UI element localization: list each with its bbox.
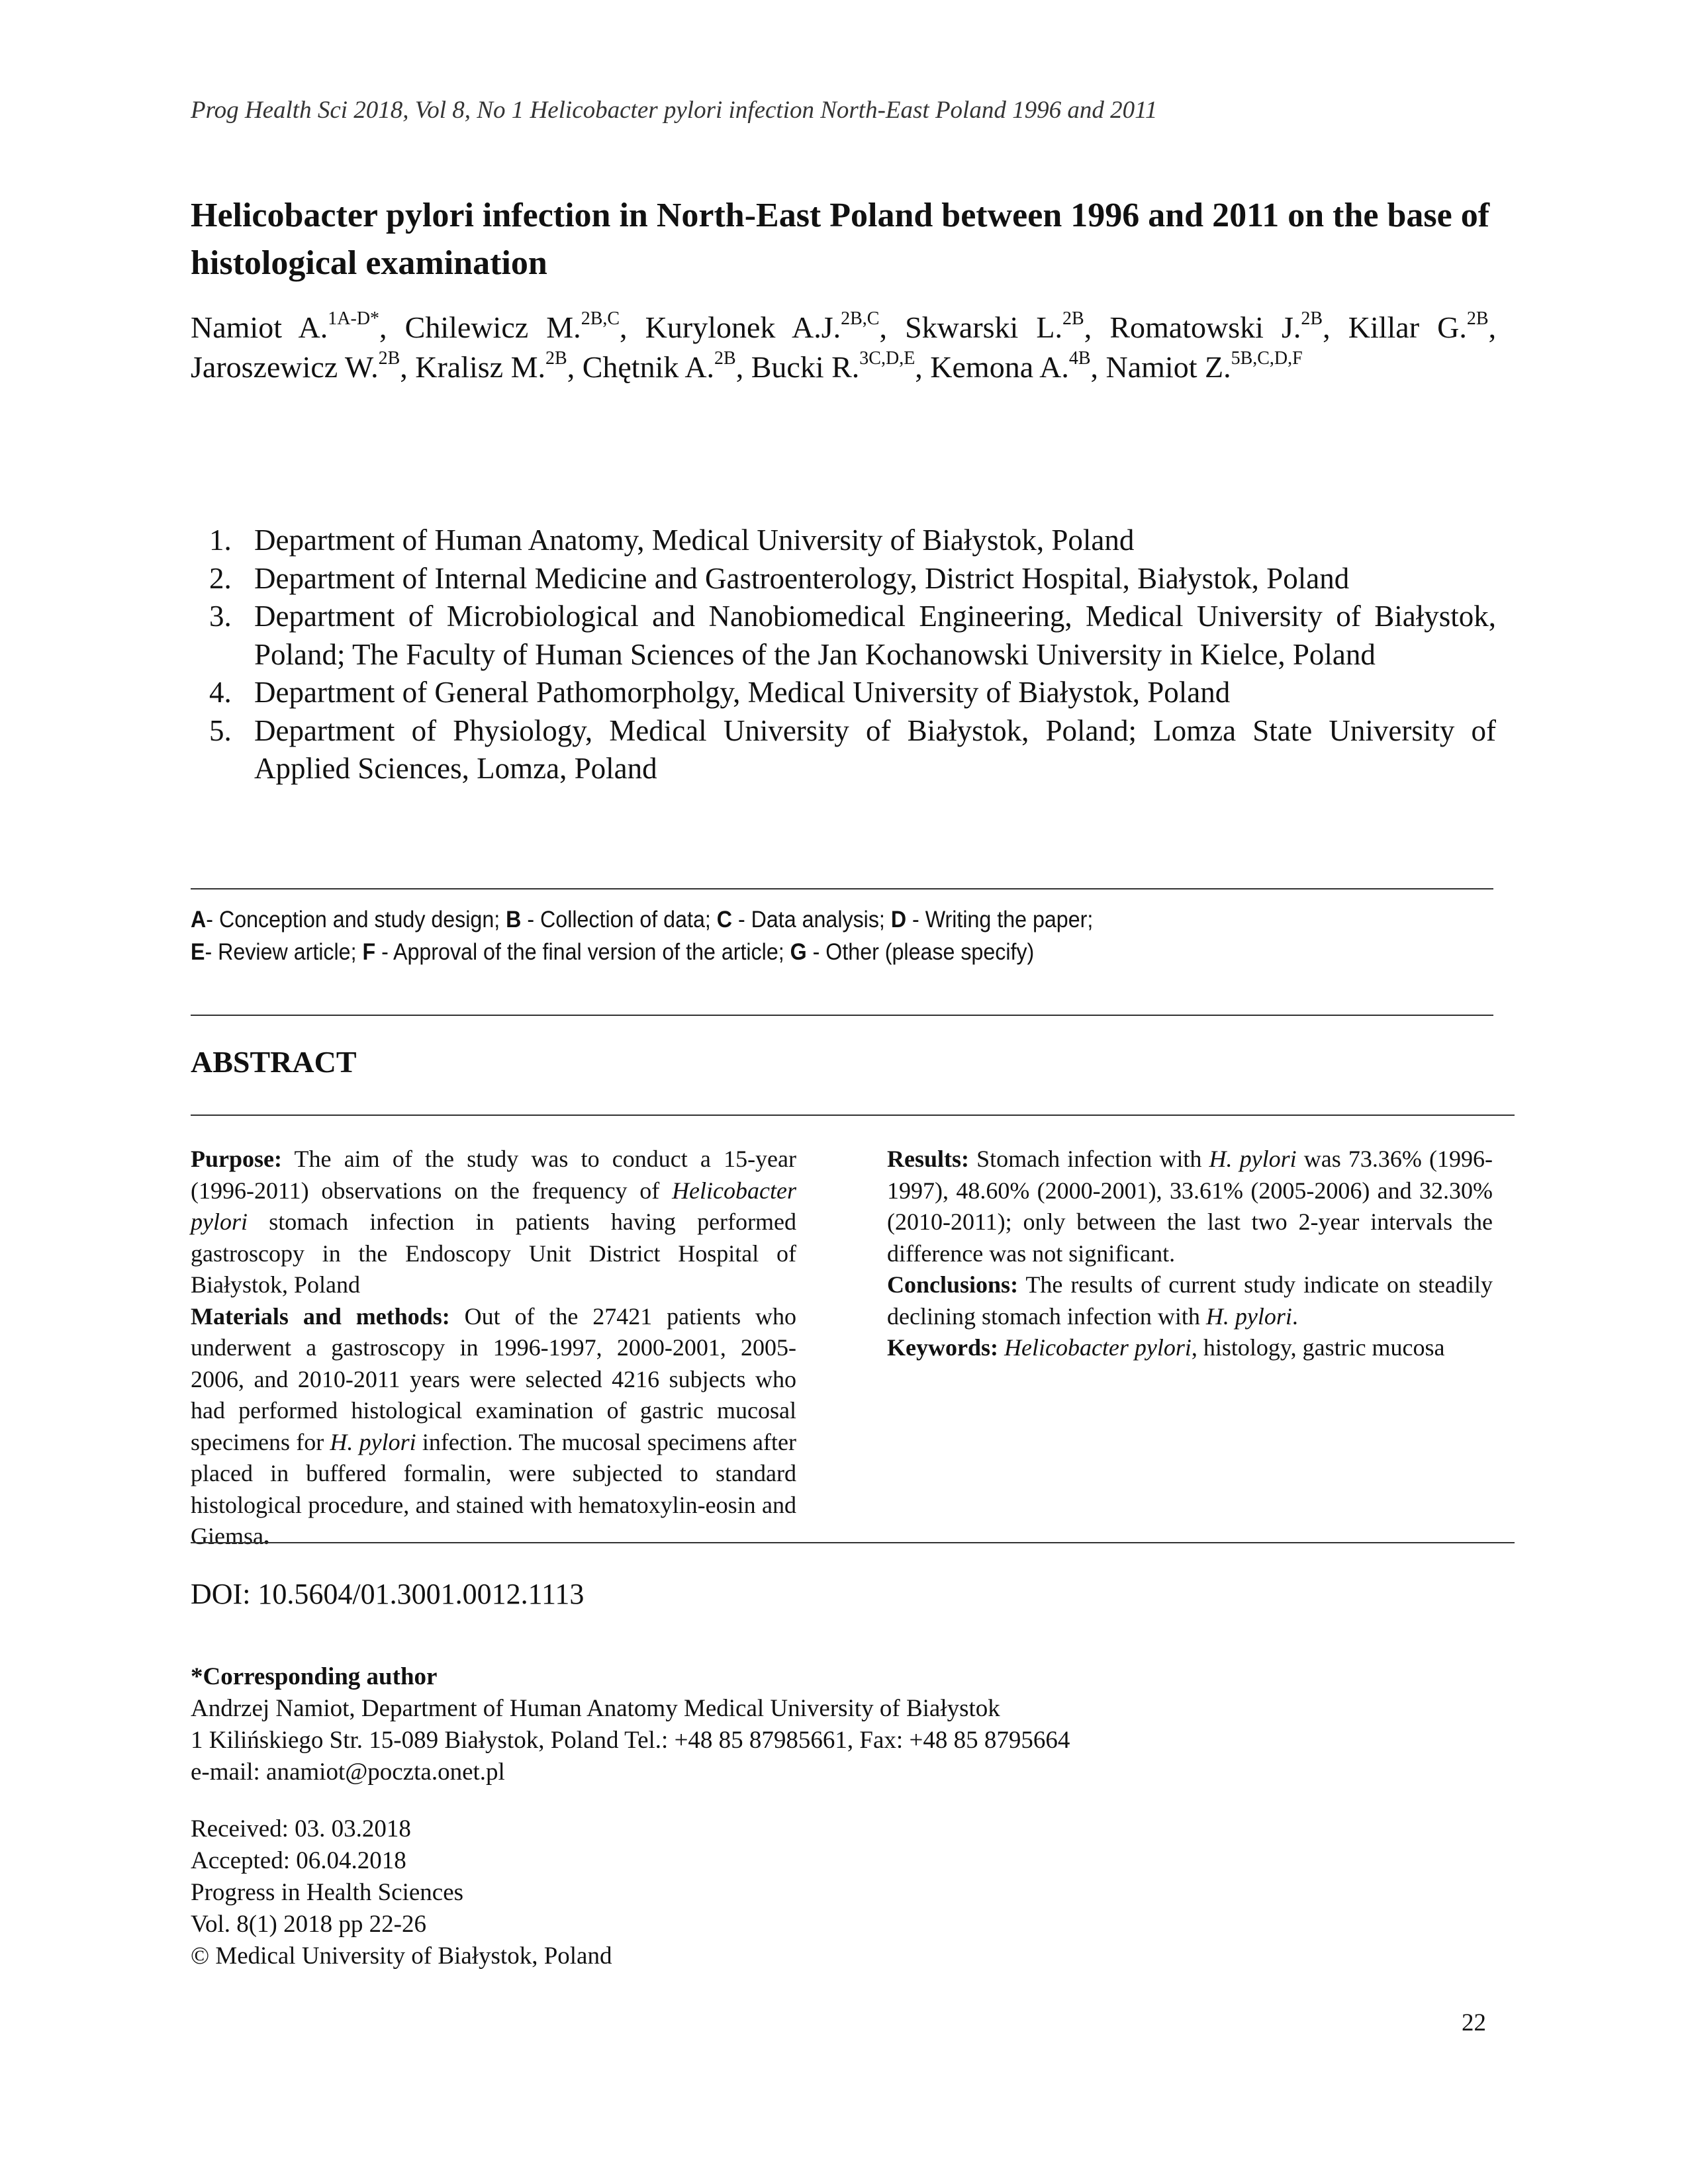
- divider: [191, 1115, 1515, 1116]
- text-span: 2B: [714, 348, 736, 369]
- text-span: Conception and study design;: [218, 907, 506, 933]
- methods-label: Materials and methods:: [191, 1302, 450, 1330]
- text-span: 2B: [378, 348, 400, 369]
- journal-name: Progress in Health Sciences: [191, 1879, 464, 1906]
- text-span: -: [375, 939, 394, 965]
- volume-pages: Vol. 8(1) 2018 pp 22-26: [191, 1911, 426, 1938]
- text-span: 1A-D*: [328, 308, 380, 329]
- text-span: Skwarski L.: [905, 310, 1063, 344]
- copyright: © Medical University of Białystok, Poland: [191, 1942, 612, 1970]
- text-span: 2B: [545, 348, 567, 369]
- abstract-heading: ABSTRACT: [191, 1045, 357, 1079]
- results-paragraph: [887, 1144, 1493, 1269]
- text-span: The results of current study indicate on steadily declining stomach infection with: [887, 1271, 1493, 1330]
- affiliation-item: [191, 712, 1496, 788]
- text-span: Bucki R.: [751, 350, 860, 384]
- text-span: D: [890, 907, 907, 933]
- text-span: Chilewicz M.: [404, 310, 581, 344]
- divider: [191, 1015, 1493, 1016]
- text-span: Approval of the final version of the article;: [393, 939, 790, 965]
- text-span: Helicobacter pylori: [191, 1177, 796, 1235]
- text-span: -: [906, 907, 925, 933]
- keywords-paragraph: [887, 1332, 1493, 1364]
- text-span: -: [205, 939, 218, 965]
- text-span: C: [716, 907, 733, 933]
- author: Jaroszewicz W.$^{2B}$,: [191, 348, 408, 384]
- text-span: 2B,C: [841, 308, 880, 329]
- text-span: Namiot Z.: [1105, 350, 1231, 384]
- results-label: Results:: [887, 1146, 969, 1172]
- text-span: 3C,D,E: [859, 348, 915, 369]
- abstract-column-left: [191, 1144, 796, 1553]
- text-span: 4.: [209, 676, 232, 709]
- text-span: Helicobacter pylori: [998, 1334, 1192, 1361]
- text-span: Jaroszewicz W.: [191, 350, 379, 384]
- abstract-column-right: [887, 1144, 1493, 1364]
- text-span: Data analysis;: [751, 907, 891, 933]
- text-span: Out of the 27421 patients who underwent a gastroscopy in 1996-1997, 2000-2001, 2005-2006, and 2010-2011 years were selected 4216 subjects who had performed histological examination of gastric mucosal specimens for: [191, 1302, 796, 1455]
- text-span: Department of General Pathomorpholgy, Medical University of Białystok, Poland: [254, 676, 1231, 709]
- affiliation-item: [191, 674, 1496, 712]
- text-span: -: [521, 907, 541, 933]
- divider: [191, 888, 1493, 889]
- methods-end-period: .: [263, 1523, 269, 1549]
- accepted-date: Accepted: 06.04.2018: [191, 1847, 406, 1874]
- corresponding-address: 1 Kilińskiego Str. 15-089 Białystok, Poland Tel.: +48 85 87985661, Fax: +48 85 8795664: [191, 1727, 1070, 1754]
- author: Kurylonek A.J.$^{2B,C}$,: [645, 308, 887, 344]
- author: Chętnik A.$^{2B}$,: [582, 348, 744, 384]
- affiliation-item: [191, 598, 1496, 674]
- author-contributions: [191, 903, 1390, 968]
- text-span: 2B: [1466, 308, 1489, 329]
- text-span: Collection of data;: [540, 907, 717, 933]
- text-span: Chętnik A.: [582, 350, 715, 384]
- purpose-label: Purpose:: [191, 1146, 282, 1172]
- text-span: Review article;: [218, 939, 363, 965]
- text-span: 2.: [209, 561, 232, 595]
- publication-meta: [191, 1813, 985, 1972]
- keywords-label: Keywords:: [887, 1334, 998, 1361]
- contributions-line-1: [191, 903, 1390, 936]
- text-span: Other (please specify): [825, 939, 1035, 965]
- received-date: Received: 03. 03.2018: [191, 1815, 411, 1843]
- text-span: stomach infection in patients having performed gastroscopy in the Endoscopy Unit District Hospital of Białystok, Poland: [191, 1208, 796, 1298]
- text-span: E: [191, 939, 205, 965]
- author: Skwarski L.$^{2B}$,: [905, 308, 1092, 344]
- conclusions-paragraph: [887, 1269, 1493, 1332]
- text-span: Department of Microbiological and Nanobiomedical Engineering, Medical University of Białystok, Poland; The Faculty of Human Sciences of the Jan Kochanowski University in Kielce, Poland: [254, 600, 1496, 671]
- text-span: -: [206, 907, 219, 933]
- contributions-line-2: [191, 936, 1390, 968]
- text-span: 2B,C: [581, 308, 620, 329]
- author: Kralisz M.$^{2B}$,: [415, 348, 575, 384]
- affiliation-item: [191, 522, 1496, 560]
- author: Chilewicz M.$^{2B,C}$,: [404, 308, 628, 344]
- text-span: Writing the paper;: [925, 907, 1094, 933]
- doi: DOI: 10.5604/01.3001.0012.1113: [191, 1578, 585, 1610]
- text-span: H. pylori: [1205, 1302, 1292, 1330]
- text-span: H. pylori: [330, 1428, 416, 1455]
- corresponding-author: [191, 1661, 1448, 1788]
- running-head: Prog Health Sci 2018, Vol 8, No 1 Helicobacter pylori infection North-East Poland 1996 and 2011: [191, 97, 1158, 124]
- text-span: Department of Internal Medicine and Gastroenterology, District Hospital, Białystok, Poland: [254, 561, 1350, 595]
- author: Bucki R.$^{3C,D,E}$,: [751, 348, 923, 384]
- methods-text: infection. The mucosal specimens after placed in buffered formalin, were subjected to standard histological procedure, and stained with hematoxylin-eosin and Giemsa: [191, 1428, 796, 1549]
- text-span: , histology, gastric mucosa: [1191, 1334, 1445, 1361]
- author: [1106, 350, 1303, 384]
- corresponding-name: Andrzej Namiot, Department of Human Anatomy Medical University of Białystok: [191, 1695, 1000, 1722]
- text-span: 2B: [1062, 308, 1084, 329]
- divider: [191, 1542, 1515, 1543]
- text-span: 3.: [209, 600, 232, 633]
- author: Kemona A.$^{4B}$,: [930, 348, 1098, 384]
- text-span: Stomach infection with: [969, 1146, 1209, 1172]
- text-span: The aim of the study was to conduct a 15-year (1996-2011) observations on the frequency of: [191, 1146, 796, 1204]
- text-span: .: [1291, 1302, 1298, 1330]
- text-span: H. pylori: [1209, 1146, 1297, 1172]
- corresponding-heading: *Corresponding author: [191, 1663, 438, 1690]
- text-span: Kurylonek A.J.: [645, 310, 841, 344]
- text-span: Department of Human Anatomy, Medical University of Białystok, Poland: [254, 523, 1135, 557]
- text-span: Romatowski J.: [1109, 310, 1301, 344]
- author-list: [191, 308, 1496, 387]
- text-span: 2B: [1301, 308, 1323, 329]
- text-span: 4B: [1068, 348, 1091, 369]
- text-span: F: [362, 939, 376, 965]
- text-span: 5B,C,D,F: [1231, 348, 1303, 369]
- text-span: 5.: [209, 713, 232, 747]
- conclusions-label: Conclusions:: [887, 1271, 1019, 1298]
- page-number: 22: [1462, 2009, 1486, 2036]
- text-span: 1.: [209, 523, 232, 557]
- affiliation-item: [191, 560, 1496, 598]
- paper-title: Helicobacter pylori infection in North-East Poland between 1996 and 2011 on the base of histological examination: [191, 197, 1490, 282]
- text-span: -: [806, 939, 826, 965]
- text-span: A: [191, 907, 207, 933]
- text-span: Killar G.: [1348, 310, 1467, 344]
- text-span: Namiot A.: [191, 310, 328, 344]
- text-span: G: [790, 939, 807, 965]
- text-span: Department of Physiology, Medical University of Białystok, Poland; Lomza State University of Applied Sciences, Lomza, Poland: [254, 713, 1496, 785]
- text-span: was 73.36% (1996-1997), 48.60% (2000-2001), 33.61% (2005-2006) and 32.30% (2010-2011); only between the last two 2-year intervals the difference was not significant.: [887, 1146, 1493, 1267]
- text-span: Kralisz M.: [415, 350, 546, 384]
- author: Killar G.$^{2B}$,: [1348, 308, 1497, 344]
- affiliation-list: [191, 522, 1496, 788]
- author: Romatowski J.$^{2B}$,: [1109, 308, 1331, 344]
- author: Namiot A.$^{1A-D*}$,: [191, 308, 387, 344]
- text-span: Kemona A.: [930, 350, 1069, 384]
- text-span: B: [506, 907, 522, 933]
- corresponding-email: e-mail: anamiot@poczta.onet.pl: [191, 1758, 505, 1786]
- text-span: -: [732, 907, 751, 933]
